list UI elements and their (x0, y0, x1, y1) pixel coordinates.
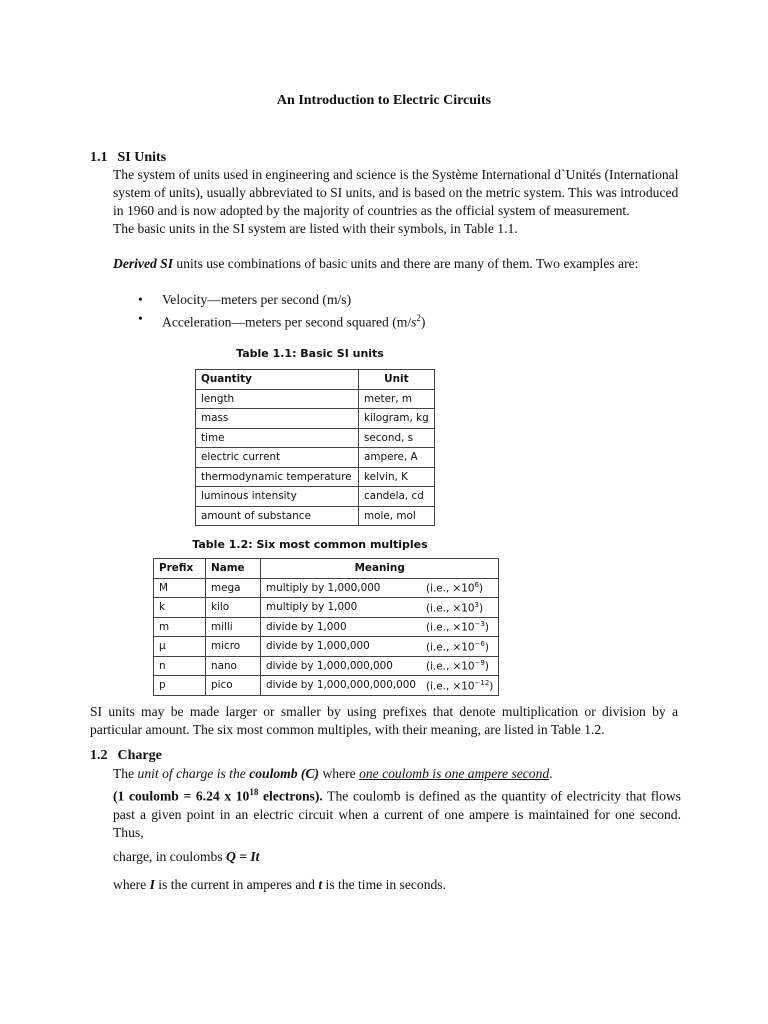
multiples-paragraph: SI units may be made larger or smaller by using prefixes that denote multiplication or division by a particular amount. The six most common multiples, with their meaning, are listed in Table 1.2. (90, 704, 678, 737)
common-multiples-table (153, 558, 499, 696)
charge-unit-line: The unit of charge is the coulomb (C) where one coulomb is one ampere second. (113, 766, 553, 781)
charge-paragraph (113, 765, 681, 842)
header-prefix: Prefix (154, 559, 206, 579)
basic-si-units-table (195, 369, 435, 526)
list-item: • Acceleration—meters per second squared $(m/s^2)$ (138, 311, 426, 330)
table-1-caption: Table 1.1: Basic SI units (236, 347, 384, 360)
table-row: time second, s (196, 428, 435, 448)
bullet-icon: • (138, 292, 143, 307)
derived-units-list (138, 290, 425, 332)
document-title: An Introduction to Electric Circuits (276, 93, 492, 108)
derived-units-paragraph (113, 255, 683, 273)
header-name: Name (206, 559, 261, 579)
section-1-title: SI Units (117, 150, 167, 165)
header-unit: Unit (359, 370, 435, 390)
table-row: mass kilogram, kg (196, 409, 435, 429)
section-1-body (113, 166, 683, 238)
section-2-title: Charge (117, 748, 162, 763)
coulomb-definition: (1 coulomb = 6.24 x $10^{18}$ electrons). The coulomb is defined as the quantity of electricity that flows past a given point in an electric circuit when a current of one ampere is maintained for one second. Thus, (113, 787, 681, 840)
table-row: electric current ampere, A (196, 448, 435, 468)
derived-si-text: units use combinations of basic units and there are many of them. Two examples are: (173, 256, 639, 271)
bullet-icon: • (138, 311, 143, 326)
section-1-number: 1.1 (90, 150, 108, 165)
table-header-row (154, 559, 499, 579)
charge-formula: charge, in coulombs Q = It (113, 849, 260, 864)
table-2-caption: Table 1.2: Six most common multiples (192, 538, 428, 551)
formula-explanation: where I is the current in amperes and t is the time in seconds. (113, 877, 446, 892)
header-meaning: Meaning (261, 559, 499, 579)
si-units-paragraph: The system of units used in engineering and science is the Système International d`Unités (International system of units), usually abbreviated to SI units, and is based on the metric system. This was introduced in 1960 and is now adopted by the majority of countries as the official system of measurement. (113, 167, 679, 218)
table-row: k kilo multiply by 1,000 (i.e., $\times 10^3$) (154, 598, 499, 618)
table-row: μ micro divide by 1,000,000 (i.e., $\times 10^{-6}$) (154, 637, 499, 657)
header-quantity: Quantity (196, 370, 359, 390)
table-row: length meter, m (196, 389, 435, 409)
section-1-heading (90, 150, 166, 166)
table-row: thermodynamic temperature kelvin, K (196, 467, 435, 487)
section-2-heading (90, 748, 162, 764)
table-row: luminous intensity candela, cd (196, 487, 435, 507)
table-header-row (196, 370, 435, 390)
table-row: m milli divide by 1,000 (i.e., $\times 10^{-3}$) (154, 617, 499, 637)
section-2-number: 1.2 (90, 748, 108, 763)
list-item: • Velocity—meters per second (m/s) (138, 292, 352, 307)
charge-equation: Q = It (226, 849, 260, 864)
table-row: p pico divide by 1,000,000,000,000 (i.e., $\times 10^{-12}$) (154, 676, 499, 696)
table-row: M mega multiply by 1,000,000 (i.e., $\times 10^6$) (154, 578, 499, 598)
table-row: amount of substance mole, mol (196, 506, 435, 526)
table-row: n nano divide by 1,000,000,000 (i.e., $\times 10^{-9}$) (154, 656, 499, 676)
basic-units-paragraph: The basic units in the SI system are listed with their symbols, in Table 1.1. (113, 221, 518, 236)
derived-si-term: Derived SI (113, 256, 174, 271)
